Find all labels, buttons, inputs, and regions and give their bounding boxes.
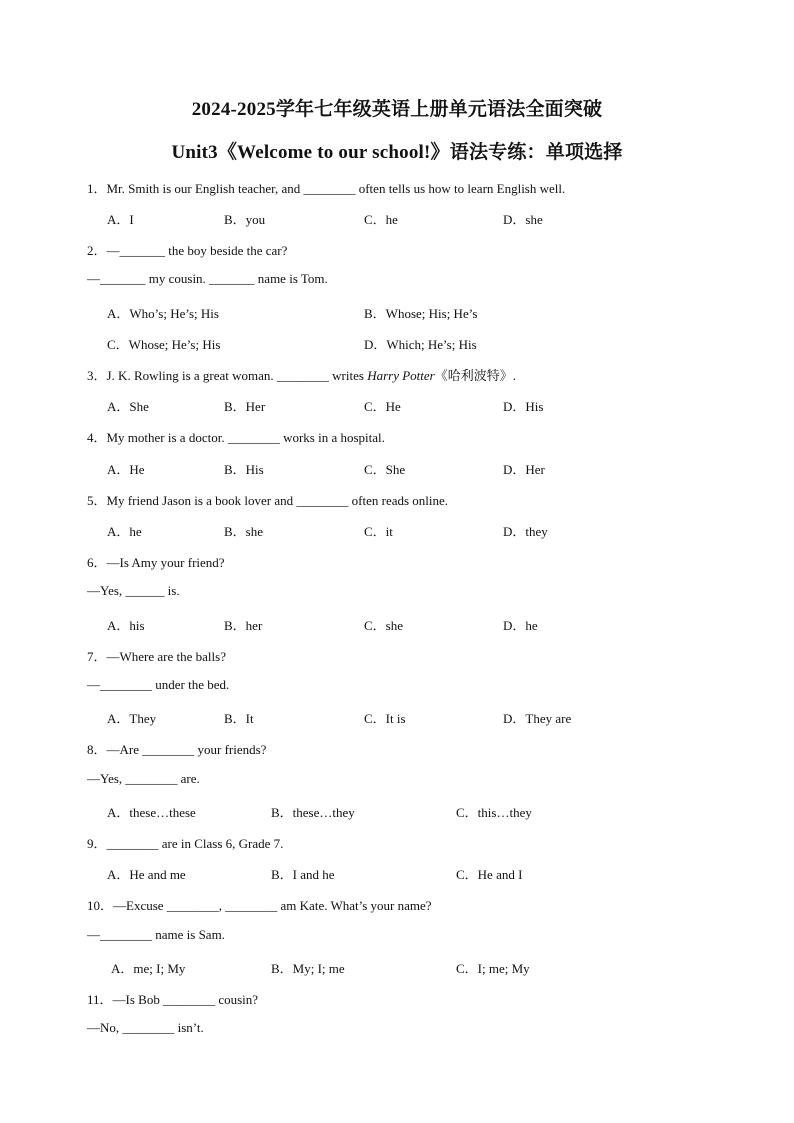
question-1-stem: 1．Mr. Smith is our English teacher, and ________ often tells us how to learn English well.	[87, 181, 566, 196]
question-7-option-c: C．It is	[364, 711, 406, 726]
question-6-option-d: D．he	[503, 618, 538, 633]
question-2-stem-line-1: 2．—_______ the boy beside the car?	[87, 243, 288, 258]
question-5-option-c: C．it	[364, 524, 393, 539]
question-3-option-c: C．He	[364, 399, 401, 414]
question-4-stem: 4．My mother is a doctor. ________ works in a hospital.	[87, 430, 385, 445]
question-6-stem-line-2: —Yes, ______ is.	[87, 583, 180, 598]
question-8-option-a: A．these…these	[107, 805, 196, 820]
question-1-option-a: A．I	[107, 212, 134, 227]
question-2-option-c: C．Whose; He’s; His	[107, 337, 221, 352]
question-2-option-a: A．Who’s; He’s; His	[107, 306, 219, 321]
question-4-option-c: C．She	[364, 462, 406, 477]
question-3-stem-tail: 《哈利波特》.	[434, 368, 516, 383]
question-2-option-b: B．Whose; His; He’s	[364, 306, 478, 321]
question-1-option-b: B．you	[224, 212, 266, 227]
question-3-stem-text: 3．J. K. Rowling is a great woman. ________ writes	[87, 368, 368, 383]
question-9-option-a: A．He and me	[107, 867, 186, 882]
question-7-option-b: B．It	[224, 711, 254, 726]
question-4-option-b: B．His	[224, 462, 264, 477]
question-3-option-b: B．Her	[224, 399, 266, 414]
question-7-option-d: D．They are	[503, 711, 572, 726]
question-6-stem-line-1: 6．—Is Amy your friend?	[87, 555, 225, 570]
question-3-option-a: A．She	[107, 399, 149, 414]
question-5-option-d: D．they	[503, 524, 548, 539]
question-8-stem-line-2: —Yes, ________ are.	[87, 771, 200, 786]
document-title: 2024-2025学年七年级英语上册单元语法全面突破	[191, 99, 603, 120]
question-3-option-d: D．His	[503, 399, 544, 414]
question-11-stem-line-2: —No, ________ isn’t.	[87, 1020, 204, 1035]
question-4-option-a: A．He	[107, 462, 145, 477]
question-10-option-a: A．me; I; My	[111, 961, 186, 976]
question-7-option-a: A．They	[107, 711, 157, 726]
question-6-option-b: B．her	[224, 618, 263, 633]
question-1-option-c: C．he	[364, 212, 398, 227]
question-10-stem-line-1: 10．—Excuse ________, ________ am Kate. What’s your name?	[87, 898, 432, 913]
question-10-option-c: C．I; me; My	[456, 961, 530, 976]
question-10-stem-line-2: —________ name is Sam.	[87, 927, 225, 942]
question-9-option-c: C．He and I	[456, 867, 523, 882]
question-8-option-c: C．this…they	[456, 805, 532, 820]
question-4-option-d: D．Her	[503, 462, 545, 477]
question-8-option-b: B．these…they	[271, 805, 355, 820]
question-11-stem-line-1: 11．—Is Bob ________ cousin?	[87, 992, 259, 1007]
question-2-stem-line-2: —_______ my cousin. _______ name is Tom.	[87, 271, 328, 286]
question-7-stem-line-2: —________ under the bed.	[87, 677, 230, 692]
question-3-stem	[87, 365, 516, 384]
book-title: Harry Potter	[367, 368, 435, 383]
question-9-option-b: B．I and he	[271, 867, 335, 882]
question-1-option-d: D．she	[503, 212, 543, 227]
question-9-stem: 9．________ are in Class 6, Grade 7.	[87, 836, 284, 851]
document-subtitle: Unit3《Welcome to our school!》语法专练：单项选择	[171, 142, 623, 163]
question-6-option-c: C．she	[364, 618, 404, 633]
question-5-stem: 5．My friend Jason is a book lover and ________ often reads online.	[87, 493, 449, 508]
question-7-stem-line-1: 7．—Where are the balls?	[87, 649, 226, 664]
question-6-option-a: A．his	[107, 618, 145, 633]
question-2-option-d: D．Which; He’s; His	[364, 337, 477, 352]
question-8-stem-line-1: 8．—Are ________ your friends?	[87, 742, 267, 757]
question-5-option-a: A．he	[107, 524, 142, 539]
question-5-option-b: B．she	[224, 524, 264, 539]
question-10-option-b: B．My; I; me	[271, 961, 345, 976]
